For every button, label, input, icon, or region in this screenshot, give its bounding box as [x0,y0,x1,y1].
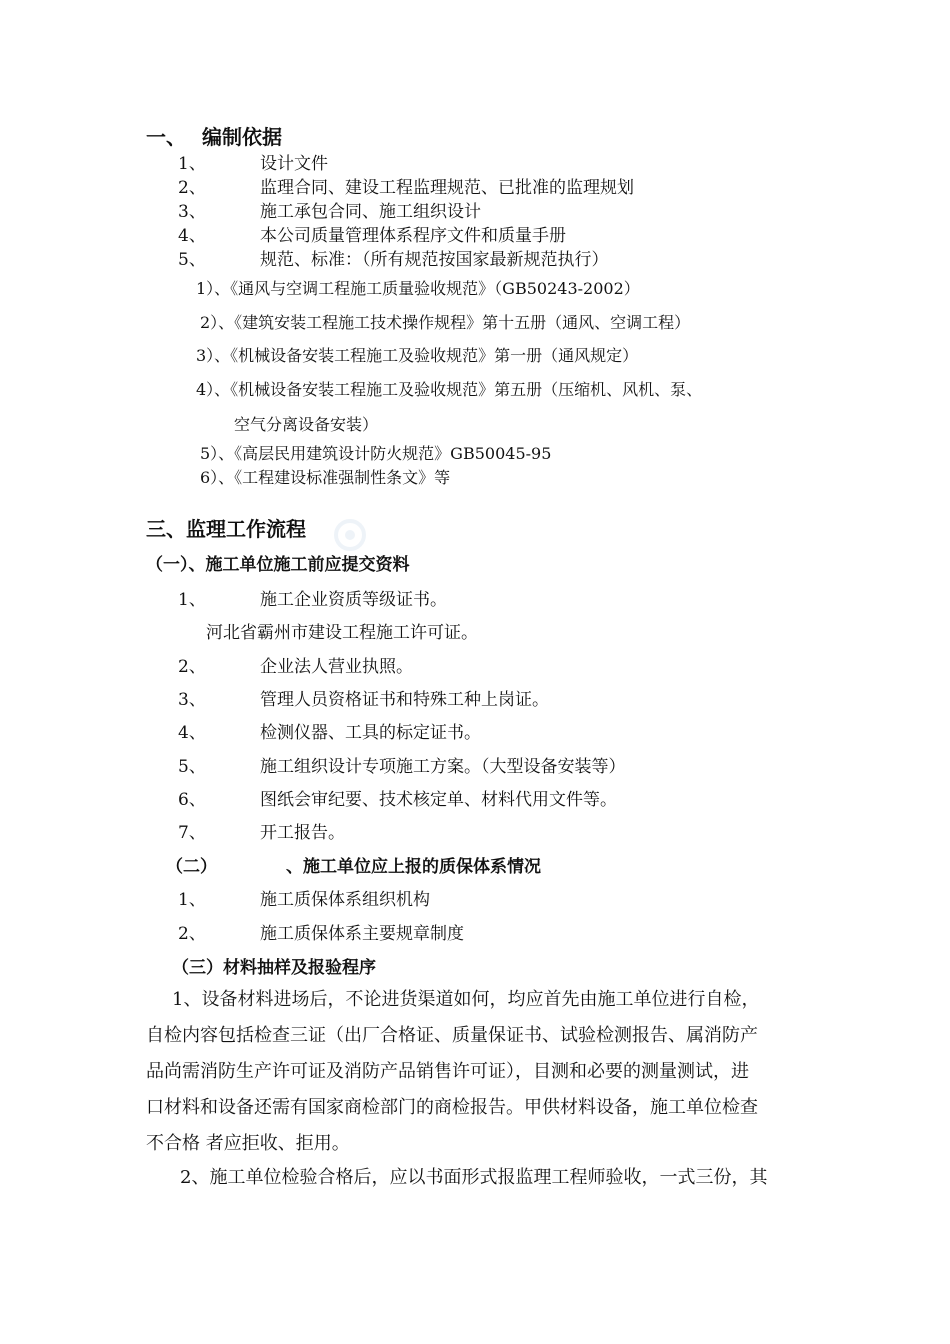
list-item-number: 7、 [178,823,206,843]
list-item: 施工承包合同、施工组织设计 [260,202,481,222]
paragraph-line: 不合格 者应拒收、拒用。 [146,1133,350,1154]
list-item: 设计文件 [260,154,328,174]
list-item-number: 4、 [178,226,206,246]
subsection1-heading: （一）、施工单位施工前应提交资料 [146,555,410,575]
list-item-number: 2、 [178,657,206,677]
paragraph-line: 口材料和设备还需有国家商检部门的商检报告。甲供材料设备，施工单位检查 [146,1097,758,1118]
paragraph-line: 品尚需消防生产许可证及消防产品销售许可证），目测和必要的测量测试，进 [146,1061,749,1082]
section1-heading: 编制依据 [202,125,282,149]
list-item: 河北省霸州市建设工程施工许可证。 [206,623,478,643]
list-item: 施工质保体系组织机构 [260,890,430,910]
section3-heading: 三、监理工作流程 [146,517,306,541]
list-item: 检测仪器、工具的标定证书。 [260,723,481,743]
list-item: 企业法人营业执照。 [260,657,413,677]
list-item: 管理人员资格证书和特殊工种上岗证。 [260,690,549,710]
standard-item: 2）、《建筑安装工程施工技术操作规程》第十五册（通风、空调工程） [200,313,691,332]
paragraph-line: 2、施工单位检验合格后，应以书面形式报监理工程师验收，一式三份，其 [180,1167,768,1188]
list-item-number: 1、 [178,890,206,910]
standard-item: 1）、《通风与空调工程施工质量验收规范》（GB50243-2002） [196,279,640,298]
list-item-number: 1、 [178,590,206,610]
list-item-number: 2、 [178,924,206,944]
list-item: 本公司质量管理体系程序文件和质量手册 [260,226,566,246]
list-item: 图纸会审纪要、技术核定单、材料代用文件等。 [260,790,617,810]
list-item-number: 4、 [178,723,206,743]
list-item-number: 1、 [178,154,206,174]
watermark-icon [330,515,370,555]
list-item-number: 2、 [178,178,206,198]
list-item-number: 6、 [178,790,206,810]
list-item-number: 5、 [178,250,206,270]
list-item: 监理合同、建设工程监理规范、已批准的监理规划 [260,178,634,198]
list-item: 开工报告。 [260,823,345,843]
subsection3-heading: （三）材料抽样及报验程序 [172,958,376,978]
standard-item: 5）、《高层民用建筑设计防火规范》GB50045-95 [200,444,552,463]
subsection2-heading: 、施工单位应上报的质保体系情况 [286,857,541,877]
paragraph-line: 自检内容包括检查三证（出厂合格证、质量保证书、试验检测报告、属消防产 [146,1025,758,1046]
standard-item: 4）、《机械设备安装工程施工及验收规范》第五册（压缩机、风机、泵、 [196,380,703,399]
list-item-number: 5、 [178,757,206,777]
section1-heading-number: 一、 [146,125,186,149]
list-item: 施工企业资质等级证书。 [260,590,447,610]
list-item-number: 3、 [178,202,206,222]
standard-item: 6）、《工程建设标准强制性条文》等 [200,468,451,487]
standard-item: 3）、《机械设备安装工程施工及验收规范》第一册（通风规定） [196,346,639,365]
list-item: 施工组织设计专项施工方案。（大型设备安装等） [260,757,626,777]
list-item-number: 3、 [178,690,206,710]
subsection2-heading-number: （二） [166,857,217,877]
paragraph-line: 1、设备材料进场后，不论进货渠道如何，均应首先由施工单位进行自检， [172,989,760,1010]
list-item: 规范、标准：（所有规范按国家最新规范执行） [260,250,609,270]
list-item: 施工质保体系主要规章制度 [260,924,464,944]
standard-item-continuation: 空气分离设备安装） [234,415,379,434]
